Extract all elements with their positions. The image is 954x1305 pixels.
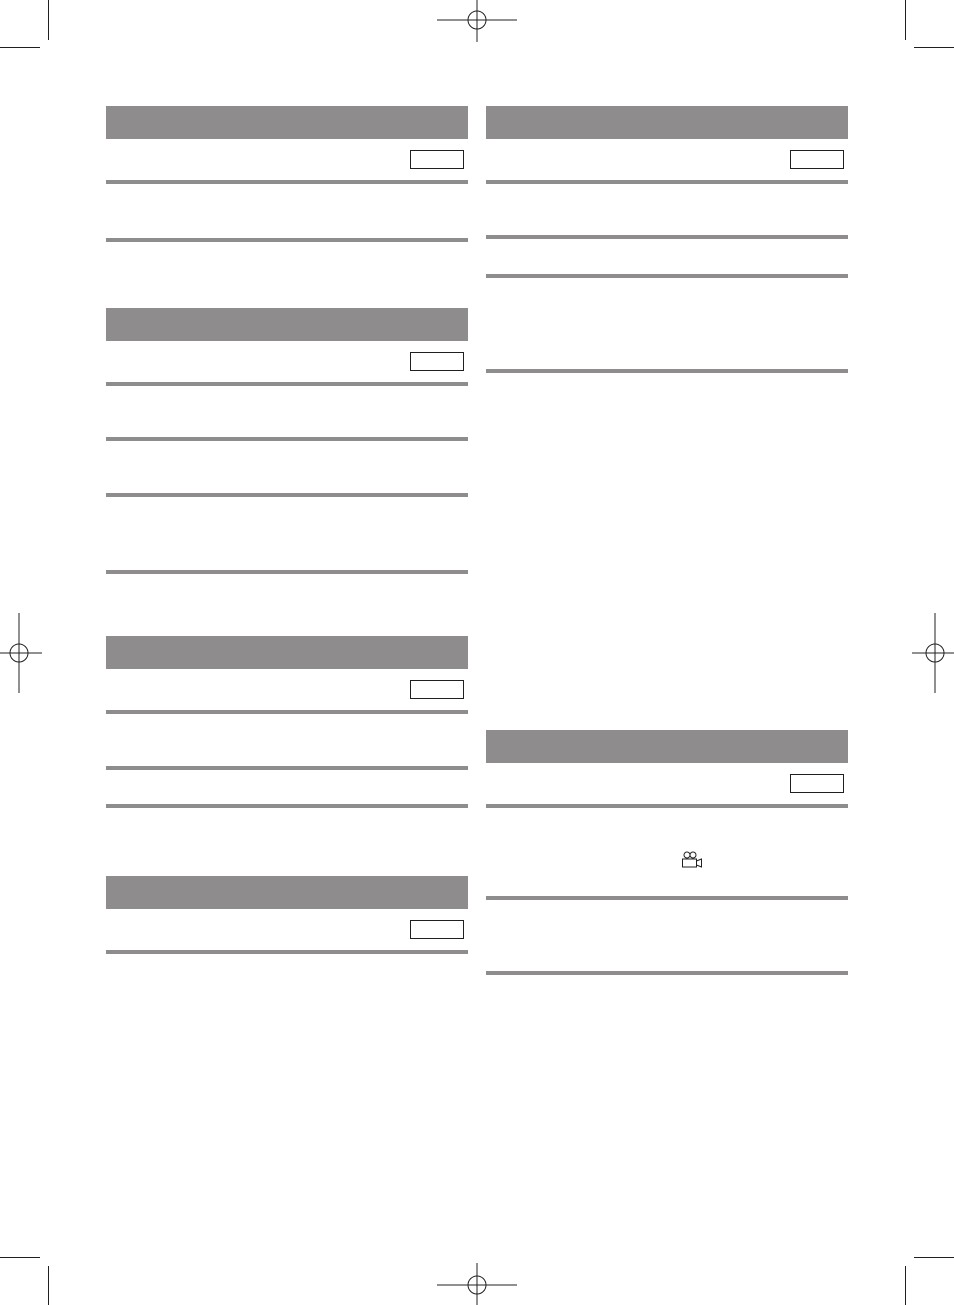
section-rule (486, 235, 848, 239)
section-rule (106, 437, 468, 441)
crop-mark-icon (0, 1257, 40, 1258)
section-header (486, 730, 848, 763)
section-rule (486, 896, 848, 900)
crop-mark-icon (48, 1266, 49, 1305)
crop-mark-icon (914, 1257, 954, 1258)
section-badge (790, 774, 844, 793)
section-badge (410, 920, 464, 939)
section-rule (106, 804, 468, 808)
section-rule (106, 493, 468, 497)
section-rule (106, 180, 468, 184)
crop-mark-icon (905, 0, 906, 40)
section-header (106, 308, 468, 341)
section-header (106, 106, 468, 139)
section-badge (410, 680, 464, 699)
section-rule (106, 238, 468, 242)
section-header (106, 876, 468, 909)
crop-mark-icon (48, 0, 49, 40)
section-header (106, 636, 468, 669)
camera-angle-icon (681, 851, 703, 869)
registration-mark-icon (437, 0, 517, 42)
crop-mark-icon (905, 1266, 906, 1305)
section-rule (106, 382, 468, 386)
section-rule (486, 274, 848, 278)
section-rule (486, 180, 848, 184)
crop-mark-icon (914, 47, 954, 48)
registration-mark-icon (912, 613, 954, 693)
section-badge (790, 150, 844, 169)
section-rule (486, 804, 848, 808)
section-rule (106, 710, 468, 714)
registration-mark-icon (437, 1263, 517, 1305)
section-rule (106, 950, 468, 954)
section-rule (486, 971, 848, 975)
section-header (486, 106, 848, 139)
section-rule (106, 570, 468, 574)
section-badge (410, 352, 464, 371)
section-rule (486, 369, 848, 373)
crop-mark-icon (0, 47, 40, 48)
registration-mark-icon (0, 613, 42, 693)
section-rule (106, 766, 468, 770)
section-badge (410, 150, 464, 169)
